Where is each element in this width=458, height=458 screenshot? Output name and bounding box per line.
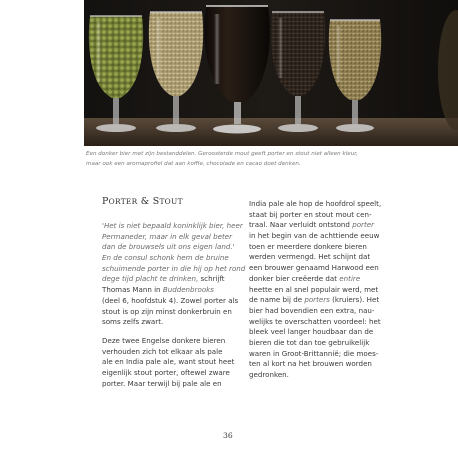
text-line xyxy=(249,274,384,285)
body-text: bleek veel langer houdbaar dan de xyxy=(249,327,374,337)
text-line xyxy=(102,242,240,253)
body-text: bieren die tot dan toe gebruikelijk xyxy=(249,337,370,347)
body-text: toen er meerdere donkere bieren xyxy=(249,241,367,251)
paragraph-body xyxy=(102,336,240,389)
italic-text: porter xyxy=(352,220,375,230)
body-text: de name bij de xyxy=(249,295,305,305)
body-text: welijks te overschatten voordeel: het xyxy=(249,316,381,326)
italic-text: Buddenbrooks xyxy=(162,285,214,295)
body-text: (deel 6, hoofdstuk 4). Zowel porter als xyxy=(102,295,239,305)
right-column xyxy=(249,199,384,381)
body-text: donker bier creëerde dat xyxy=(249,273,340,283)
text-line xyxy=(249,242,384,253)
italic-text: 'Het is niet bepaald koninklijk bier, heer xyxy=(102,221,243,230)
text-line xyxy=(249,231,384,242)
heading-initial-s: S xyxy=(152,196,160,207)
text-line xyxy=(249,327,384,338)
left-column xyxy=(102,196,246,389)
italic-text: dan de brouwsels uit ons eigen land.' xyxy=(102,242,235,252)
italic-text: En de consul schonk hem de bruine xyxy=(102,253,229,263)
text-line: eigenlijk stout porter, oftewel zware xyxy=(102,367,230,377)
text-line xyxy=(249,359,384,370)
text-line xyxy=(102,232,240,243)
body-text: (kruiers). Het xyxy=(329,295,380,305)
body-text: soms zelfs zwart. xyxy=(102,317,164,327)
text-line xyxy=(249,252,384,263)
body-text: ten al kort na het brouwen worden xyxy=(249,359,372,369)
text-line: verhouden zich tot elkaar als pale xyxy=(102,346,223,356)
text-line xyxy=(102,221,243,232)
body-text: staat bij porter en stout mout cen- xyxy=(249,209,372,219)
text-line xyxy=(102,263,246,275)
text-line: Deze twee Engelse donkere bieren xyxy=(102,335,226,345)
body-text: gedronken. xyxy=(249,370,289,379)
heading-initial-p: P xyxy=(102,196,109,207)
text-line xyxy=(249,210,384,221)
text-line xyxy=(102,285,240,296)
italic-text: Permaneder, maar in elk geval beter xyxy=(102,231,233,241)
page-number: 36 xyxy=(223,431,233,440)
text-line xyxy=(249,338,384,349)
text-line: porter. Maar terwijl bij pale ale en xyxy=(102,378,222,388)
heading-ampersand: & xyxy=(137,196,153,207)
text-line xyxy=(249,263,384,274)
text-line xyxy=(102,274,240,285)
text-line xyxy=(249,199,384,210)
italic-text: entire xyxy=(339,273,361,283)
text-line xyxy=(249,370,384,381)
text-line xyxy=(249,317,384,328)
heading-small-caps-a: ORTER xyxy=(108,197,138,206)
italic-text: schuimende porter in die hij op het rond xyxy=(102,263,246,273)
caption-line: maar ook een aromaprofiel dat aan koffie, chocolade en cacao doet denken. xyxy=(86,160,301,167)
body-text: traal. Naar verluidt ontstond xyxy=(249,220,353,230)
body-text: een brouwer genaamd Harwood een xyxy=(249,263,379,273)
body-text: waren in Groot-Brittannië; die moes- xyxy=(249,348,379,358)
body-text: stout is op zijn minst donkerbruin en xyxy=(102,306,232,316)
text-line xyxy=(249,295,384,306)
caption-line: Een donker bier met zijn bestanddelen. Geroosterde mout geeft porter en stout niet alleen kleur, xyxy=(86,151,358,157)
body-text: schrijft xyxy=(198,274,225,284)
text-line xyxy=(249,285,384,296)
text-line xyxy=(102,253,240,264)
text-line xyxy=(249,349,384,360)
heading-small-caps-b: TOUT xyxy=(159,197,183,206)
section-heading xyxy=(102,196,240,208)
italic-text: porters xyxy=(304,295,330,305)
body-text: Thomas Mann in xyxy=(102,285,163,295)
body-text: heette en al snel populair werd, met xyxy=(249,284,379,294)
text-line xyxy=(102,307,240,318)
italic-text: dege tijd placht te drinken, xyxy=(102,274,199,284)
text-line xyxy=(249,306,384,317)
body-text: werden vermengd. Het schijnt dat xyxy=(249,252,371,262)
body-text: in het begin van de achttiende eeuw xyxy=(249,231,380,241)
text-line: ale en India pale ale, want stout heet xyxy=(102,357,235,367)
body-text: bier had bovendien een extra, nau- xyxy=(249,305,375,315)
paragraph-quote xyxy=(102,221,246,328)
beer-glasses-photo xyxy=(84,0,458,146)
text-line xyxy=(102,296,240,307)
text-line xyxy=(102,317,240,328)
body-text: India pale ale hop de hoofdrol speelt, xyxy=(249,199,382,208)
photo-caption xyxy=(86,150,426,169)
text-line xyxy=(249,220,384,231)
